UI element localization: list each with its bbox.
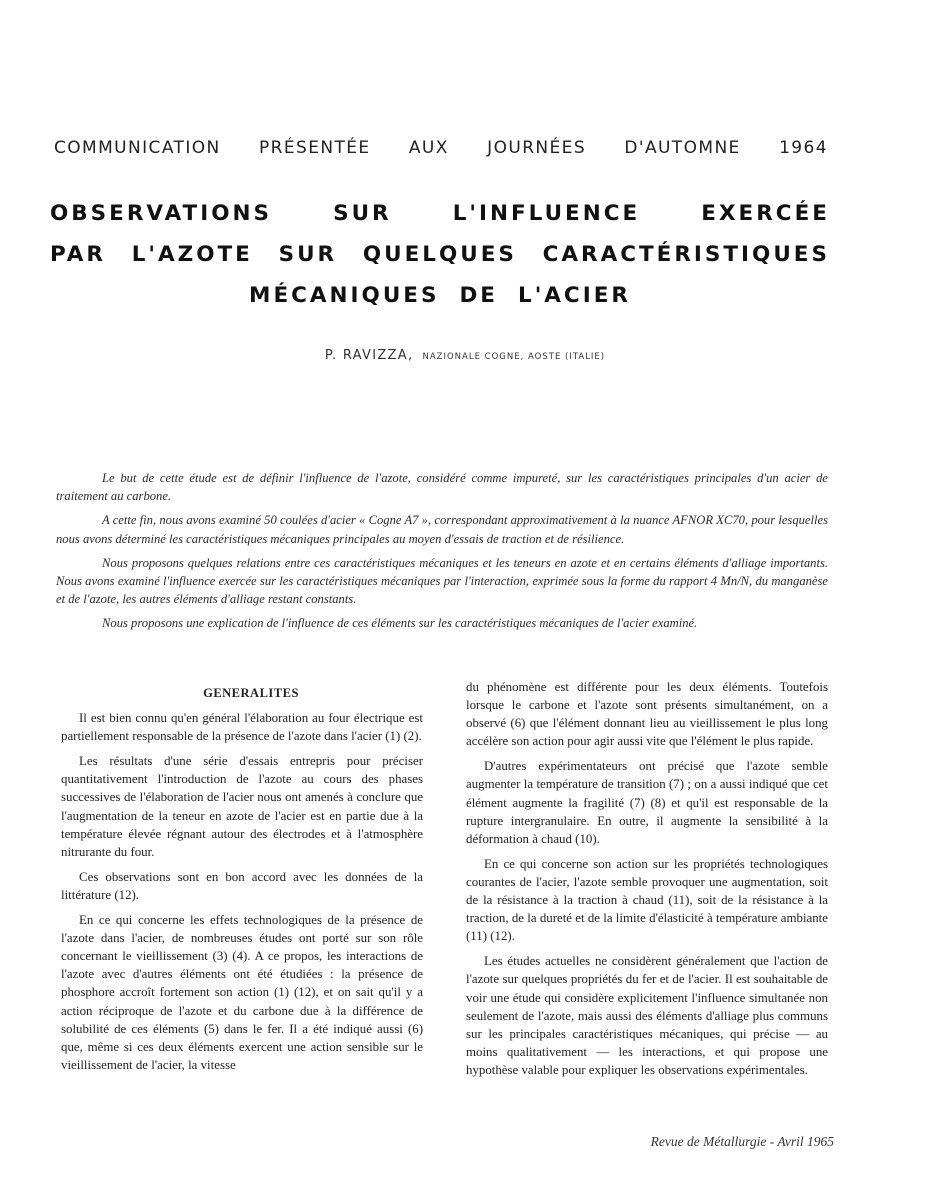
body-paragraph: Ces observations sont en bon accord avec les données de la littérature (12). <box>61 869 423 902</box>
section-heading: GENERALITES <box>203 686 299 700</box>
body-paragraph: Il est bien connu qu'en général l'élaboration au four électrique est partiellement responsable de la présence de l'azote dans l'acier (1) (2). <box>61 711 423 744</box>
title-word: MÉCANIQUES <box>249 283 440 308</box>
author-affiliation: NAZIONALE COGNE, AOSTE (ITALIE) <box>422 352 606 362</box>
journal-footer: Revue de Métallurgie - Avril 1965 <box>650 1134 834 1149</box>
series-word: D'AUTOMNE <box>624 138 741 158</box>
series-word: COMMUNICATION <box>54 138 221 158</box>
title-word: SUR <box>278 242 338 267</box>
title-word: PAR <box>50 242 106 267</box>
abstract-paragraph: A cette fin, nous avons examiné 50 coulées d'acier « Cogne A7 », correspondant approximativement à la nuance AFNOR XC70, pour lesquelles nous avons déterminé les caractéristiques mécaniques principales au moyen d'essais de traction et de résilience. <box>56 513 828 546</box>
title-word: L'INFLUENCE <box>452 201 641 226</box>
abstract-paragraph: Nous proposons une explication de l'influence de ces éléments sur les caractéristiques mécaniques de l'acier examiné. <box>102 616 698 631</box>
title-word: OBSERVATIONS <box>50 201 272 226</box>
body-paragraph: Les résultats d'une série d'essais entrepris pour préciser quantitativement l'introduction de l'azote au cours des phases successives de l'élaboration de l'acier nous ont amenés à conclure que l'augmentation de la teneur en azote de l'acier est en partie due à la température élevée régnant autour des électrodes et à l'atmosphère nitrurante du four. <box>61 754 423 859</box>
body-column-left <box>61 684 423 1081</box>
body-paragraph: En ce qui concerne son action sur les propriétés technologiques courantes de l'acier, l'azote semble provoquer une augmentation, soit de la résistance à la traction à chaud (11), soit de la résistance à la traction, de la dureté et de la limite d'élasticité à température ambiante (11) (12). <box>466 856 828 944</box>
title-word: EXERCÉE <box>701 201 830 226</box>
series-word: JOURNÉES <box>487 138 587 158</box>
title-word: L'AZOTE <box>131 242 253 267</box>
abstract-paragraph: Nous proposons quelques relations entre ces caractéristiques mécaniques et les teneurs en azote et en certains éléments d'alliage importants. Nous avons examiné l'influence exercée sur les caractéristiques mécaniques par l'interaction, exprimée sous la forme du rapport 4 Mn/N, du manganèse et de l'azote, les autres éléments d'alliage restant constants. <box>56 555 828 607</box>
body-paragraph: En ce qui concerne les effets technologiques de la présence de l'azote dans l'acier, de nombreuses études ont porté sur son rôle concernant le vieillissement (3) (4). A ce propos, les interactions de l'azote avec d'autres éléments ont été étudiées : la présence de phosphore accroît fortement son action (1) (12), et on sait qu'il y a action réciproque de l'azote et du carbone due à la différence de solubilité de ces éléments (5) dans le fer. Il a été indiqué aussi (6) que, même si ces deux éléments exercent une action sensible sur le vieillissement de l'acier, la vitesse <box>61 913 423 1072</box>
series-header <box>54 138 828 158</box>
paper-title <box>50 193 830 316</box>
series-word: 1964 <box>779 138 828 158</box>
title-word: CARACTÉRISTIQUES <box>542 242 830 267</box>
title-line-1 <box>50 193 830 234</box>
title-word: QUELQUES <box>362 242 517 267</box>
series-word: AUX <box>408 138 449 158</box>
title-line-3 <box>50 275 830 316</box>
author-line <box>0 344 930 363</box>
title-word: L'ACIER <box>518 283 631 308</box>
series-word: PRÉSENTÉE <box>259 138 371 158</box>
title-word: SUR <box>333 201 392 226</box>
body-paragraph-continued: du phénomène est différente pour les deux éléments. Toutefois lorsque le carbone et l'azote sont présents simultanément, on a observé (6) que l'élément donnant lieu au vieillissement le plus long accélère son action pour agir aussi vite que l'élément le plus rapide. <box>466 680 828 749</box>
abstract-paragraph: Le but de cette étude est de définir l'influence de l'azote, considéré comme impureté, sur les caractéristiques principales d'un acier de traitement au carbone. <box>56 471 828 504</box>
body-paragraph: D'autres expérimentateurs ont précisé que l'azote semble augmenter la température de transition (7) ; on a aussi indiqué que cet élément augmente la fragilité (7) (8) et qu'il est responsable de la rupture intergranulaire. En outre, il augmente la sensibilité à la déformation à chaud (10). <box>466 759 828 846</box>
title-line-2 <box>50 234 830 275</box>
body-column-right <box>466 678 828 1086</box>
title-word: DE <box>459 283 498 308</box>
abstract <box>56 469 828 639</box>
author-name: P. RAVIZZA, <box>324 348 414 363</box>
body-paragraph: Les études actuelles ne considèrent généralement que l'action de l'azote sur quelques propriétés du fer et de l'acier. Il est souhaitable de voir une étude qui considère explicitement l'influence simultanée non seulement de l'azote, mais aussi des éléments d'alliage plus communs sur les principales caractéristiques mécaniques, qui précise — au moins qualitativement — les interactions, et qui propose une hypothèse valable pour expliquer les observations expérimentales. <box>466 954 828 1077</box>
